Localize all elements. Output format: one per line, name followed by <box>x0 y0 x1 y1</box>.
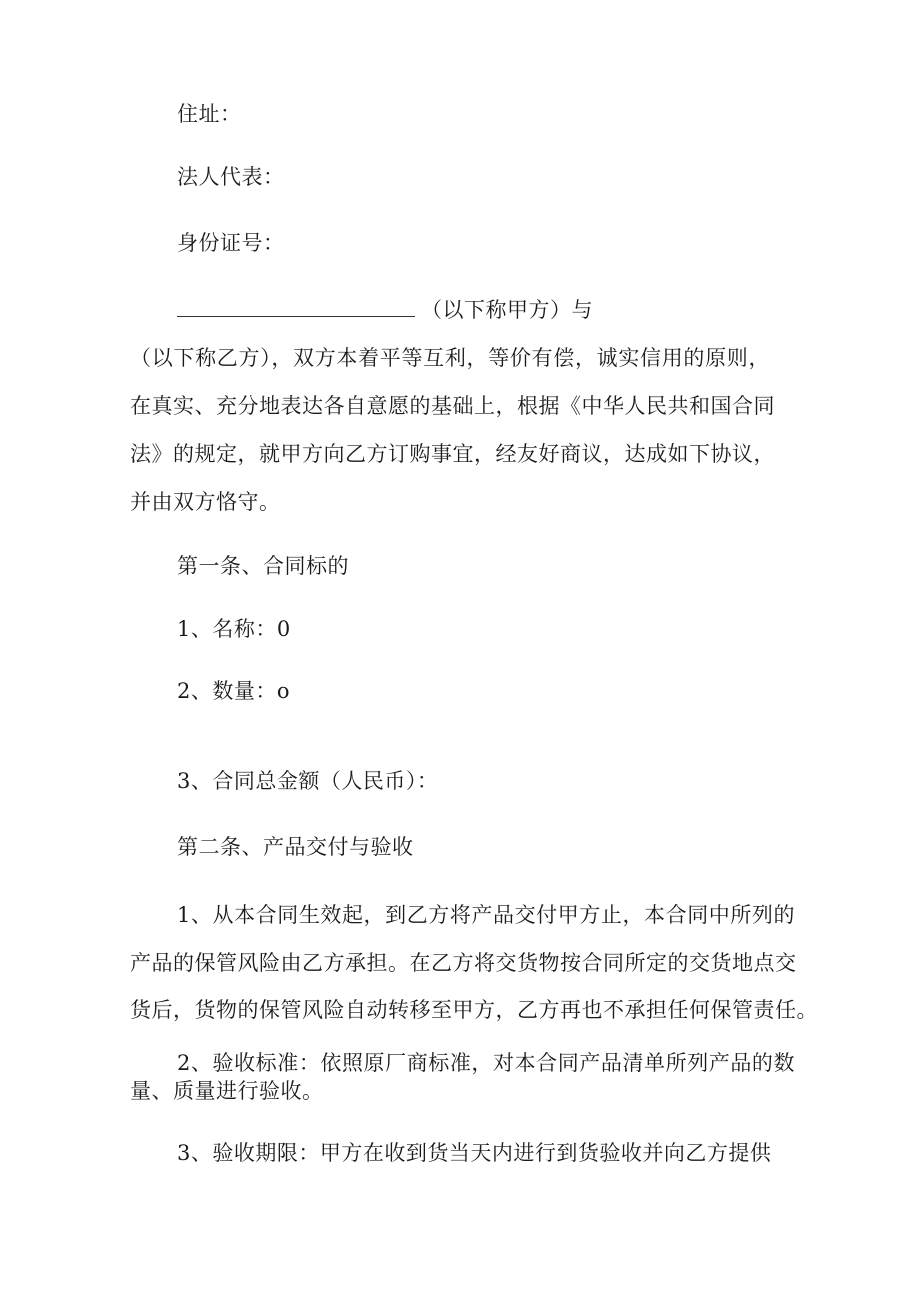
article-1-title: 第一条、合同标的 <box>177 554 349 578</box>
article-2-item-1-line-2: 产品的保管风险由乙方承担。在乙方将交货物按合同所定的交货地点交 <box>130 951 797 975</box>
party-a-blank <box>177 298 415 317</box>
parties-line-4: 法》的规定，就甲方向乙方订购事宜，经友好商议，达成如下协议， <box>130 442 775 466</box>
article-1-item-3: 3、合同总金额（人民币）： <box>177 769 439 793</box>
article-2-item-1-line-1: 1、从本合同生效起，到乙方将产品交付甲方止，本合同中所列的 <box>177 903 795 927</box>
party-a-suffix: （以下称甲方）与 <box>421 298 593 322</box>
parties-line-3: 在真实、充分地表达各自意愿的基础上，根据《中华人民共和国合同 <box>130 394 775 418</box>
id-number-label: 身份证号： <box>177 231 285 255</box>
address-label: 住址： <box>177 102 242 126</box>
legal-representative-label: 法人代表： <box>177 165 285 189</box>
parties-line-5: 并由双方恪守。 <box>130 490 281 514</box>
article-1-item-2: 2、数量：o <box>177 679 291 703</box>
article-2-title: 第二条、产品交付与验收 <box>177 835 414 859</box>
article-2-item-2-line-1: 2、验收标准：依照原厂商标准，对本合同产品清单所列产品的数 <box>177 1051 795 1075</box>
article-2-item-2-line-2: 量、质量进行验收。 <box>130 1079 324 1103</box>
article-2-item-3-line-1: 3、验收期限：甲方在收到货当天内进行到货验收并向乙方提供 <box>177 1141 772 1165</box>
article-2-item-1-line-3: 货后，货物的保管风险自动转移至甲方，乙方再也不承担任何保管责任。 <box>130 998 818 1022</box>
article-1-item-1: 1、名称：0 <box>177 617 291 641</box>
parties-line-2: （以下称乙方），双方本着平等互利，等价有偿，诚实信用的原则， <box>130 346 770 370</box>
party-a-line <box>177 296 593 324</box>
